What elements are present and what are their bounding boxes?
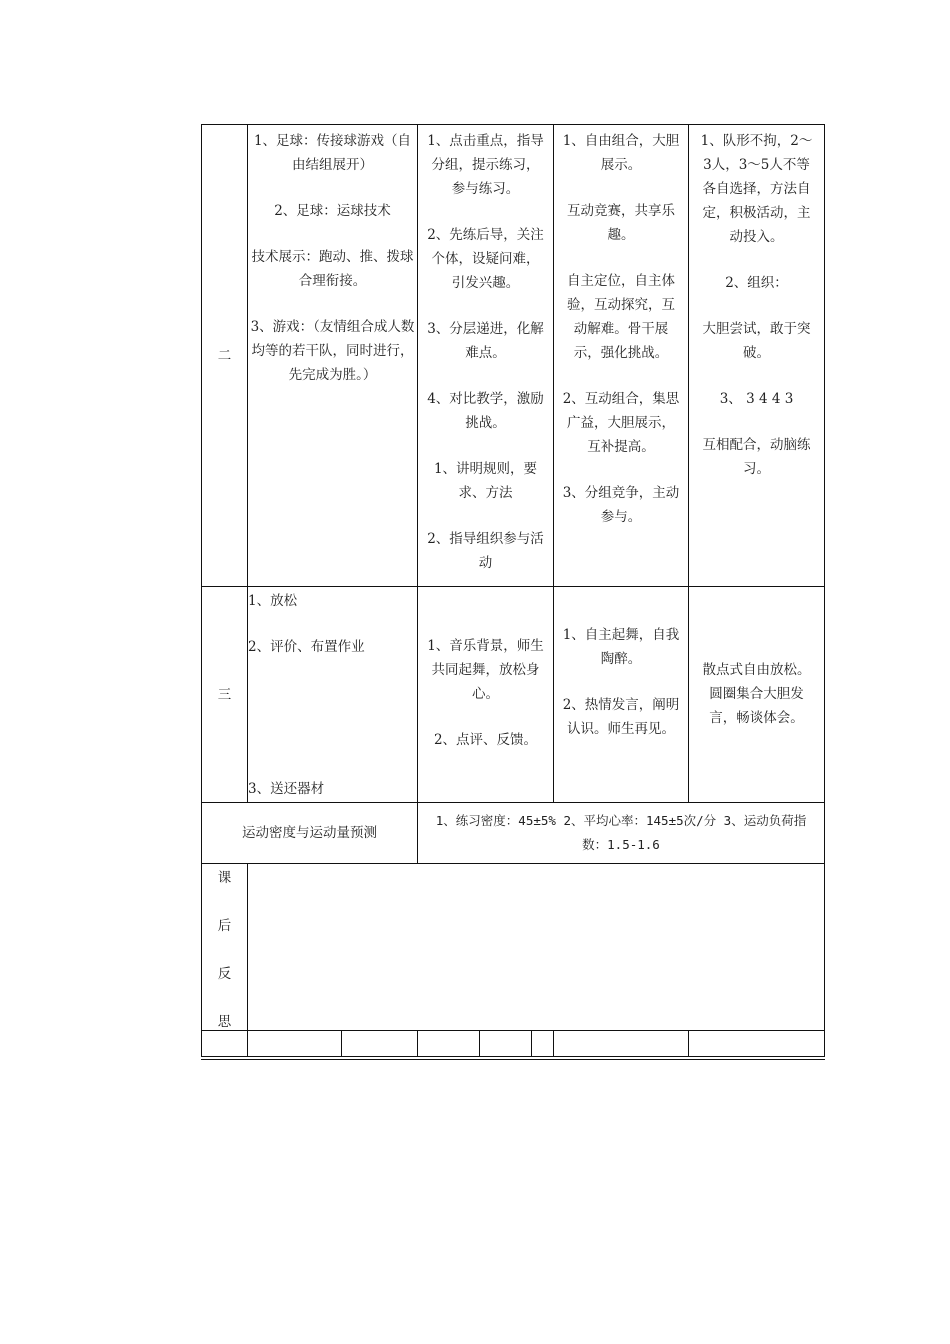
teacher-item: 1、音乐背景，师生共同起舞，放松身心。 (427, 638, 544, 702)
student-item: 2、互动组合，集思广益，大胆展示，互补提高。 (562, 391, 680, 455)
empty-cell (531, 1030, 554, 1057)
content-item: 2、评价、布置作业 (248, 639, 365, 655)
teacher-item: 2、先练后导，关注个体，设疑问难，引发兴趣。 (427, 227, 544, 291)
empty-cell (688, 1030, 825, 1057)
reflection-char: 后 (217, 918, 232, 934)
table-bottom-rule (201, 1059, 825, 1060)
density-value: 1、练习密度：45±5% 2、平均心率：145±5次/分 3、运动负荷指数：1.5-1.6 (435, 813, 807, 852)
content-item: 1、足球：传接球游戏（自由结组展开） (253, 133, 412, 173)
empty-cell (201, 1030, 248, 1057)
organization-item: 1、队形不拘，2～3人，3～5人不等各自选择，方法自定，积极活动，主动投入。 (700, 133, 813, 245)
density-label: 运动密度与运动量预测 (242, 825, 377, 841)
reflection-content-cell (247, 863, 825, 1031)
teacher-cell-2 (417, 124, 554, 587)
teacher-item: 2、指导组织参与活动 (427, 531, 544, 571)
reflection-label-cell (201, 863, 248, 1031)
organization-item: 2、组织： (725, 275, 788, 291)
student-item: 1、自由组合，大胆展示。 (562, 133, 680, 173)
student-cell-2 (553, 124, 689, 587)
empty-cell (553, 1030, 689, 1057)
content-item: 3、游戏：（友情组合成人数均等的若干队，同时进行，先完成为胜。） (250, 319, 415, 383)
empty-cell (479, 1030, 532, 1057)
part-cell-2 (201, 124, 248, 587)
content-item: 3、送还器材 (248, 781, 325, 797)
empty-cell (417, 1030, 480, 1057)
reflection-char: 课 (217, 870, 232, 886)
organization-item: 3、 3 4 4 3 (719, 391, 794, 407)
part-label-2: 二 (217, 347, 232, 364)
teacher-item: 4、对比教学，激励挑战。 (427, 391, 544, 431)
teacher-item: 2、点评、反馈。 (433, 732, 538, 748)
organization-cell-2 (688, 124, 825, 587)
organization-item: 互相配合，动脑练习。 (702, 437, 811, 477)
organization-cell-3 (688, 586, 825, 803)
student-cell-3 (553, 586, 689, 803)
student-item: 1、自主起舞，自我陶醉。 (562, 627, 680, 667)
student-item: 自主定位，自主体验，互动探究，互动解难。骨干展示，强化挑战。 (567, 273, 675, 361)
student-item: 互动竞赛，共享乐趣。 (567, 203, 675, 243)
teacher-cell-3 (417, 586, 554, 803)
student-item: 3、分组竞争，主动参与。 (562, 485, 680, 525)
part-cell-3 (201, 586, 248, 803)
organization-item: 散点式自由放松。圆圈集合大胆发言，畅谈体会。 (702, 662, 811, 726)
content-item: 技术展示：跑动、推、拨球合理衔接。 (251, 249, 414, 289)
teacher-item: 1、点击重点，指导分组，提示练习，参与练习。 (427, 133, 544, 197)
content-cell-2 (247, 124, 418, 587)
part-label-3: 三 (217, 686, 232, 703)
lesson-plan-table (201, 124, 825, 1060)
content-item: 1、放松 (248, 593, 298, 609)
density-value-cell (417, 802, 825, 864)
empty-cell (341, 1030, 418, 1057)
student-item: 2、热情发言，阐明认识。师生再见。 (562, 697, 680, 737)
teacher-item: 1、讲明规则，要求、方法 (433, 461, 538, 501)
reflection-char: 反 (217, 966, 232, 982)
content-cell-3 (247, 586, 418, 803)
reflection-char: 思 (217, 1014, 232, 1030)
content-item: 2、足球：运球技术 (274, 203, 391, 219)
empty-cell (247, 1030, 342, 1057)
density-label-cell (201, 802, 418, 864)
teacher-item: 3、分层递进，化解难点。 (427, 321, 544, 361)
organization-item: 大胆尝试，敢于突破。 (702, 321, 811, 361)
